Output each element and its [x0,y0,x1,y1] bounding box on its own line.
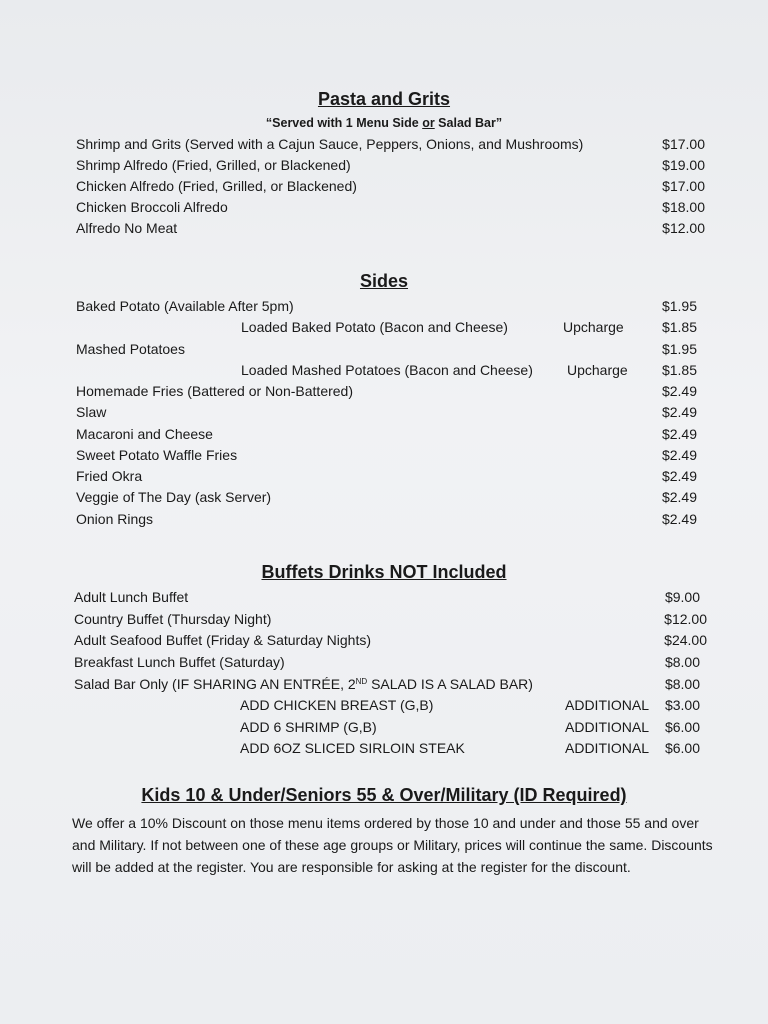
side-item-name: Loaded Baked Potato (Bacon and Cheese) [241,319,508,335]
additional-label: ADDITIONAL [565,740,650,756]
side-item-name: Macaroni and Cheese [76,426,213,442]
addon-item-name: ADD CHICKEN BREAST (G,B) [240,697,434,713]
side-item-name: Mashed Potatoes [76,341,185,357]
salad-bar-text-pre: Salad Bar Only (IF SHARING AN ENTRÉE, 2 [74,676,356,692]
menu-item-price: $18.00 [662,199,705,215]
menu-item-price: $17.00 [662,136,705,152]
salad-bar-sup: ND [355,677,368,686]
side-item-price: $2.49 [661,426,697,442]
side-item-name: Slaw [76,404,107,420]
pasta-heading: Pasta and Grits [317,89,451,109]
pasta-note-post: Salad Bar” [434,116,503,130]
menu-item-price: $17.00 [662,178,705,194]
side-item-name: Baked Potato (Available After 5pm) [76,298,294,314]
buffets-heading: Buffets Drinks NOT Included [261,562,507,582]
side-item-price: $1.95 [661,341,697,357]
salad-bar-text-post: SALAD IS A SALAD BAR) [367,676,533,692]
side-item-price: $1.85 [661,362,697,378]
addon-item-price: $6.00 [664,740,700,756]
upcharge-label: Upcharge [563,319,624,335]
addon-item-price: $3.00 [664,697,700,713]
menu-item-name: Shrimp and Grits (Served with a Cajun Sauce, Peppers, Onions, and Mushrooms) [76,136,584,152]
buffet-item-price: $9.00 [664,589,700,605]
side-item-price: $2.49 [661,383,697,399]
addon-item-name: ADD 6 SHRIMP (G,B) [240,719,377,735]
side-item-price: $2.49 [661,511,697,527]
side-item-name: Sweet Potato Waffle Fries [76,447,238,463]
buffet-item-price: $24.00 [664,632,707,648]
side-item-price: $2.49 [661,447,697,463]
side-item-name: Fried Okra [76,468,143,484]
side-item-name: Homemade Fries (Battered or Non-Battered) [76,383,353,399]
salad-bar-price: $8.00 [664,676,700,692]
pasta-note-pre: “Served with 1 Menu Side [265,116,423,130]
side-item-name: Veggie of The Day (ask Server) [76,489,272,505]
pasta-note [0,116,768,130]
menu-item-price: $19.00 [662,157,705,173]
buffet-item-price: $12.00 [664,611,707,627]
menu-item-name: Alfredo No Meat [76,220,178,236]
menu-item-name: Shrimp Alfredo (Fried, Grilled, or Blackened) [76,157,351,173]
side-item-price: $1.95 [661,298,697,314]
menu-item-name: Chicken Broccoli Alfredo [76,199,228,215]
buffet-item-name: Breakfast Lunch Buffet (Saturday) [74,654,285,670]
discount-heading: Kids 10 & Under/Seniors 55 & Over/Military (ID Required) [141,785,627,805]
discount-paragraph: We offer a 10% Discount on those menu items ordered by those 10 and under and those 55 and over and Military. If not between one of these age groups or Military, prices will continue the same. Discounts will be added at the register. You are responsible for asking at the register for the discount. [72,815,713,875]
pasta-note-or: or [422,116,435,130]
additional-label: ADDITIONAL [565,697,650,713]
buffet-item-name: Adult Seafood Buffet (Friday & Saturday Nights) [74,632,372,648]
buffet-item-name: Country Buffet (Thursday Night) [74,611,272,627]
menu-item-price: $12.00 [662,220,705,236]
salad-bar-item [74,676,533,692]
sides-heading: Sides [359,271,409,291]
side-item-name: Loaded Mashed Potatoes (Bacon and Cheese) [241,362,533,378]
upcharge-label: Upcharge [567,362,628,378]
side-item-price: $2.49 [661,468,697,484]
side-item-price: $2.49 [661,489,697,505]
side-item-price: $2.49 [661,404,697,420]
menu-item-name: Chicken Alfredo (Fried, Grilled, or Blackened) [76,178,357,194]
addon-item-name: ADD 6OZ SLICED SIRLOIN STEAK [240,740,465,756]
side-item-name: Onion Rings [76,511,154,527]
additional-label: ADDITIONAL [565,719,650,735]
buffet-item-price: $8.00 [664,654,700,670]
buffet-item-name: Adult Lunch Buffet [74,589,189,605]
addon-item-price: $6.00 [664,719,700,735]
side-item-price: $1.85 [661,319,697,335]
